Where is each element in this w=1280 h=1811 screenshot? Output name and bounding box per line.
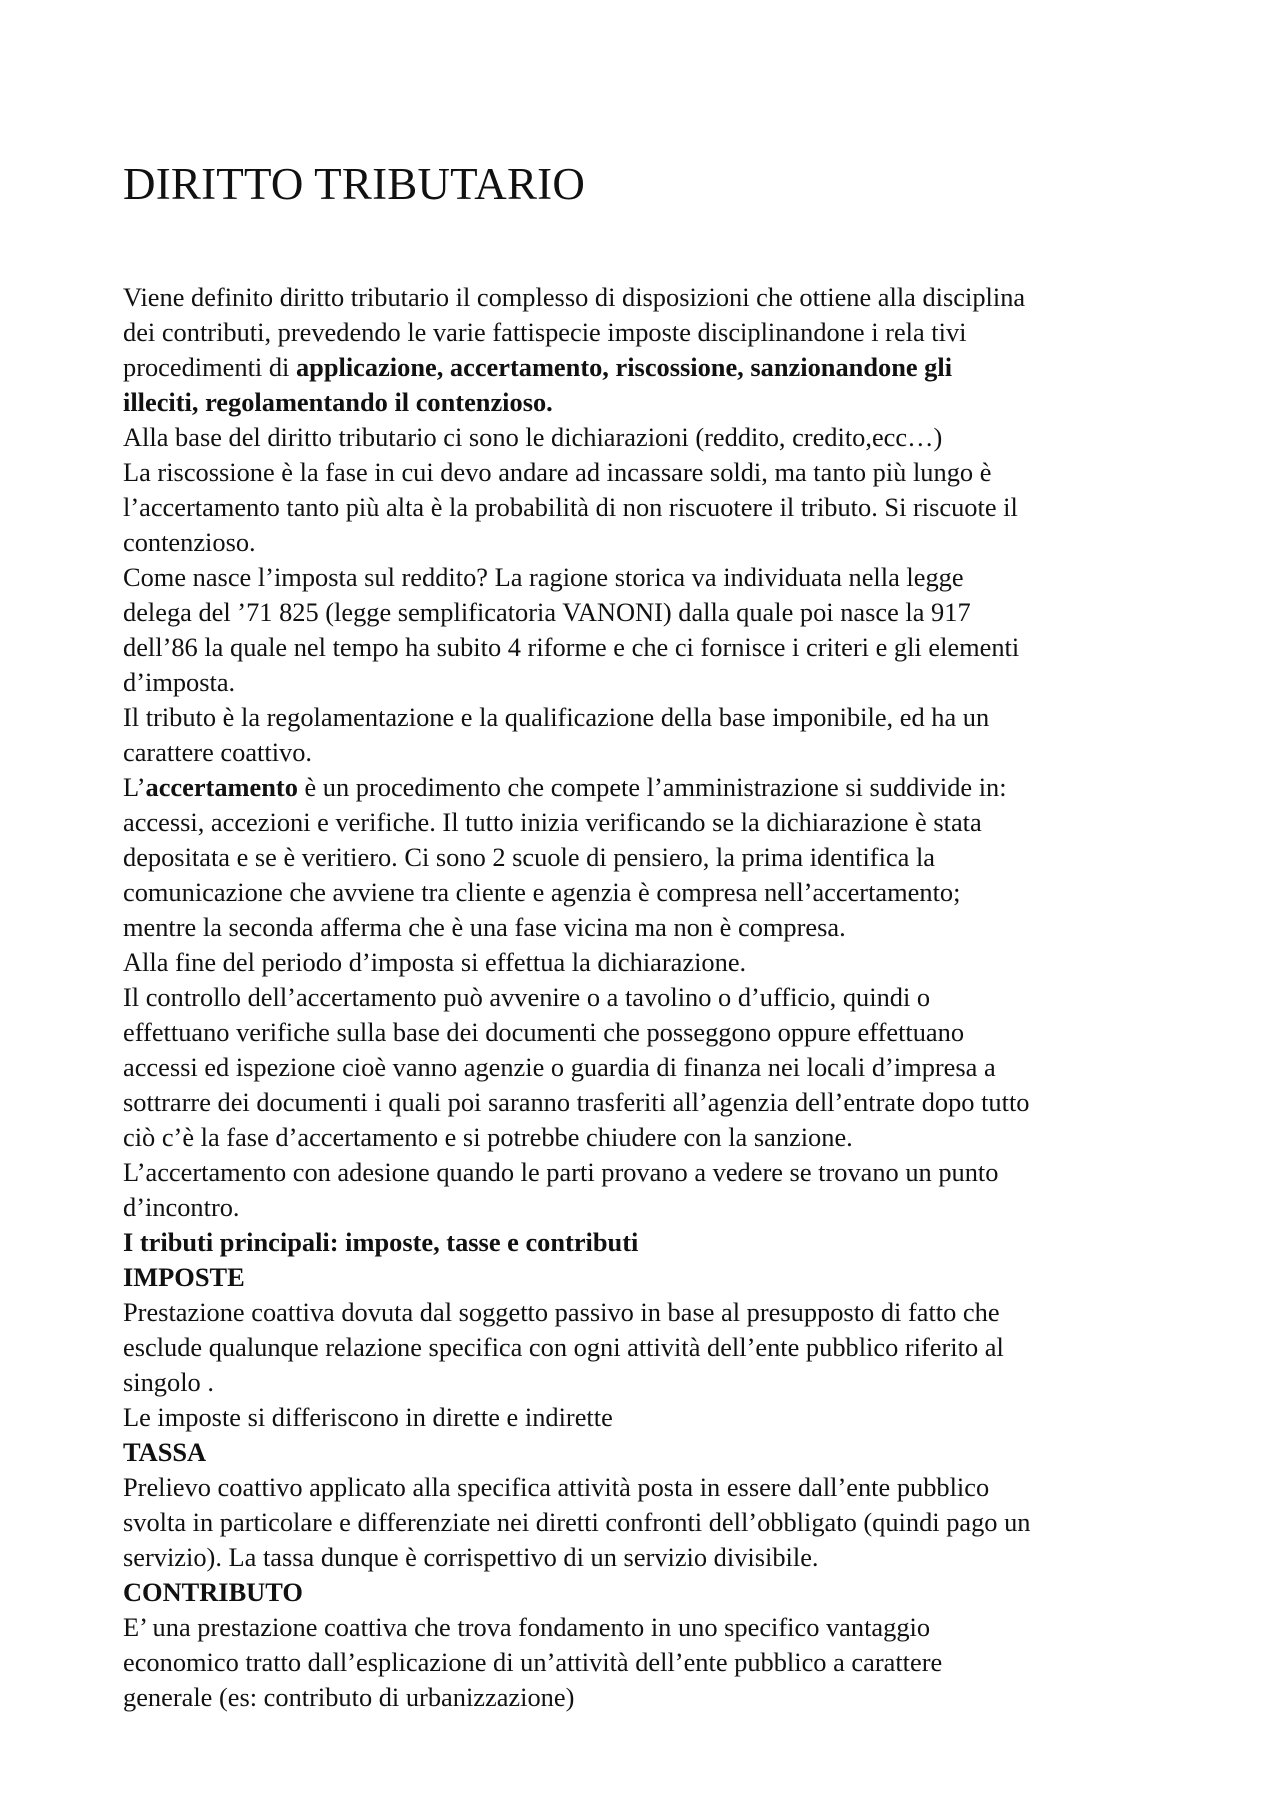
text-segment: economico tratto dall’esplicazione di un’attività dell’ente pubblico a carattere bbox=[123, 1647, 943, 1677]
text-line bbox=[123, 1365, 1183, 1400]
document-body bbox=[123, 280, 1183, 1715]
text-segment: La riscossione è la fase in cui devo andare ad incassare soldi, ma tanto più lungo è bbox=[123, 457, 992, 487]
document-title: DIRITTO TRIBUTARIO bbox=[123, 159, 586, 209]
bold-text-segment: TASSA bbox=[123, 1437, 207, 1467]
text-segment: esclude qualunque relazione specifica con ogni attività dell’ente pubblico riferito al bbox=[123, 1332, 1004, 1362]
text-line bbox=[123, 1505, 1183, 1540]
text-line bbox=[123, 385, 1183, 420]
text-line bbox=[123, 980, 1183, 1015]
text-segment: mentre la seconda afferma che è una fase vicina ma non è compresa. bbox=[123, 912, 846, 942]
text-line bbox=[123, 665, 1183, 700]
text-line bbox=[123, 875, 1183, 910]
text-line bbox=[123, 315, 1183, 350]
text-line bbox=[123, 490, 1183, 525]
text-segment: dell’86 la quale nel tempo ha subito 4 riforme e che ci fornisce i criteri e gli elementi bbox=[123, 632, 1020, 662]
text-segment: E’ una prestazione coattiva che trova fondamento in uno specifico vantaggio bbox=[123, 1612, 931, 1642]
text-line bbox=[123, 910, 1183, 945]
text-line bbox=[123, 1155, 1183, 1190]
text-line bbox=[123, 1295, 1183, 1330]
text-line bbox=[123, 1190, 1183, 1225]
text-segment: Il controllo dell’accertamento può avvenire o a tavolino o d’ufficio, quindi o bbox=[123, 982, 931, 1012]
bold-text-segment: CONTRIBUTO bbox=[123, 1577, 303, 1607]
text-segment: Le imposte si differiscono in dirette e indirette bbox=[123, 1402, 613, 1432]
text-segment: carattere coattivo. bbox=[123, 737, 313, 767]
text-segment: d’incontro. bbox=[123, 1192, 240, 1222]
text-line bbox=[123, 560, 1183, 595]
text-line bbox=[123, 735, 1183, 770]
text-line bbox=[123, 770, 1183, 805]
text-segment: l’accertamento tanto più alta è la probabilità di non riscuotere il tributo. Si riscuote il bbox=[123, 492, 1018, 522]
bold-text-segment: accertamento bbox=[145, 772, 298, 802]
text-line bbox=[123, 1645, 1183, 1680]
document-content bbox=[123, 156, 1183, 1715]
text-segment: accessi ed ispezione cioè vanno agenzie o guardia di finanza nei locali d’impresa a bbox=[123, 1052, 996, 1082]
text-segment: Viene definito diritto tributario il complesso di disposizioni che ottiene alla disciplina bbox=[123, 282, 1026, 312]
text-segment: servizio). La tassa dunque è corrispettivo di un servizio divisibile. bbox=[123, 1542, 819, 1572]
text-line bbox=[123, 1225, 1183, 1260]
text-line bbox=[123, 700, 1183, 735]
text-line bbox=[123, 1470, 1183, 1505]
text-line bbox=[123, 280, 1183, 315]
text-segment: effettuano verifiche sulla base dei documenti che posseggono oppure effettuano bbox=[123, 1017, 965, 1047]
text-segment: contenzioso. bbox=[123, 527, 256, 557]
text-segment: depositata e se è veritiero. Ci sono 2 scuole di pensiero, la prima identifica la bbox=[123, 842, 935, 872]
text-line bbox=[123, 840, 1183, 875]
text-line bbox=[123, 350, 1183, 385]
text-line bbox=[123, 945, 1183, 980]
text-line bbox=[123, 1085, 1183, 1120]
text-line bbox=[123, 1435, 1183, 1470]
text-segment: d’imposta. bbox=[123, 667, 236, 697]
text-line bbox=[123, 1260, 1183, 1295]
text-line bbox=[123, 1120, 1183, 1155]
text-segment: sottrarre dei documenti i quali poi saranno trasferiti all’agenzia dell’entrate dopo tutto bbox=[123, 1087, 1030, 1117]
text-segment: L’accertamento con adesione quando le parti provano a vedere se trovano un punto bbox=[123, 1157, 999, 1187]
text-line bbox=[123, 1540, 1183, 1575]
text-segment: comunicazione che avviene tra cliente e agenzia è compresa nell’accertamento; bbox=[123, 877, 961, 907]
text-segment: Prelievo coattivo applicato alla specifica attività posta in essere dall’ente pubblico bbox=[123, 1472, 990, 1502]
text-segment: Il tributo è la regolamentazione e la qualificazione della base imponibile, ed ha un bbox=[123, 702, 990, 732]
text-line bbox=[123, 1050, 1183, 1085]
text-segment: svolta in particolare e differenziate nei diretti confronti dell’obbligato (quindi pago un bbox=[123, 1507, 1031, 1537]
text-segment: Alla fine del periodo d’imposta si effettua la dichiarazione. bbox=[123, 947, 747, 977]
bold-text-segment: IMPOSTE bbox=[123, 1262, 245, 1292]
text-line bbox=[123, 805, 1183, 840]
text-segment: Come nasce l’imposta sul reddito? La ragione storica va individuata nella legge bbox=[123, 562, 964, 592]
text-line bbox=[123, 1330, 1183, 1365]
bold-text-segment: illeciti, regolamentando il contenzioso. bbox=[123, 387, 553, 417]
text-line bbox=[123, 595, 1183, 630]
text-line bbox=[123, 1575, 1183, 1610]
text-line bbox=[123, 1610, 1183, 1645]
text-segment: singolo . bbox=[123, 1367, 214, 1397]
text-line bbox=[123, 630, 1183, 665]
text-segment: è un procedimento che compete l’amministrazione si suddivide in: bbox=[297, 772, 1007, 802]
bold-text-segment: I tributi principali: imposte, tasse e contributi bbox=[123, 1227, 639, 1257]
text-line bbox=[123, 420, 1183, 455]
text-line bbox=[123, 455, 1183, 490]
text-segment: Prestazione coattiva dovuta dal soggetto passivo in base al presupposto di fatto che bbox=[123, 1297, 1000, 1327]
text-line bbox=[123, 1400, 1183, 1435]
text-segment: dei contributi, prevedendo le varie fattispecie imposte disciplinandone i rela tivi bbox=[123, 317, 967, 347]
text-line bbox=[123, 1015, 1183, 1050]
text-segment: generale (es: contributo di urbanizzazione) bbox=[123, 1682, 575, 1712]
text-segment: ciò c’è la fase d’accertamento e si potrebbe chiudere con la sanzione. bbox=[123, 1122, 853, 1152]
text-segment: procedimenti di bbox=[123, 352, 296, 382]
text-line bbox=[123, 525, 1183, 560]
text-line bbox=[123, 1680, 1183, 1715]
text-segment: accessi, accezioni e verifiche. Il tutto inizia verificando se la dichiarazione è stata bbox=[123, 807, 982, 837]
text-segment: Alla base del diritto tributario ci sono le dichiarazioni (reddito, credito,ecc…) bbox=[123, 422, 943, 452]
text-segment: delega del ’71 825 (legge semplificatoria VANONI) dalla quale poi nasce la 917 bbox=[123, 597, 971, 627]
bold-text-segment: applicazione, accertamento, riscossione, sanzionandone gli bbox=[295, 352, 953, 382]
text-segment: L’ bbox=[123, 772, 146, 802]
